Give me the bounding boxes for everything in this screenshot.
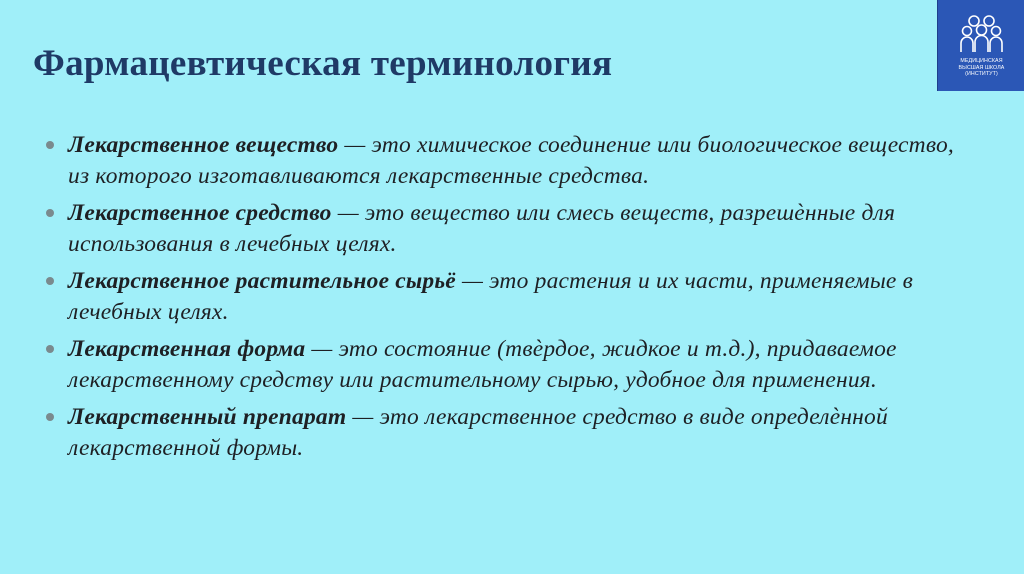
- term: Лекарственное растительное сырьё: [68, 268, 456, 294]
- bullet-icon: [46, 277, 54, 285]
- logo-caption: [938, 58, 1024, 78]
- definition: — это лекарственное средство в виде определѐнной лекарственной формы.: [68, 404, 888, 461]
- term: Лекарственная форма: [68, 336, 306, 362]
- bullet-icon: [46, 209, 54, 217]
- institution-logo: [937, 0, 1024, 91]
- list-item: [44, 130, 974, 192]
- logo-line-1: МЕДИЦИНСКАЯ: [960, 58, 1003, 64]
- list-item: [44, 334, 974, 396]
- definition: — это состояние (твѐрдое, жидкое и т.д.), придаваемое лекарственному средству или растительному сырью, удобное для применения.: [68, 336, 897, 393]
- term: Лекарственное средство: [68, 200, 332, 226]
- slide-title: Фармацевтическая терминология: [33, 43, 613, 84]
- logo-line-3: (ИНСТИТУТ): [965, 71, 998, 77]
- term: Лекарственное вещество: [68, 132, 339, 158]
- term: Лекарственный препарат: [68, 404, 347, 430]
- list-item: [44, 198, 974, 260]
- list-item: [44, 402, 974, 464]
- terms-list: [44, 130, 974, 470]
- people-group-icon: [938, 0, 1024, 60]
- bullet-icon: [46, 141, 54, 149]
- bullet-icon: [46, 345, 54, 353]
- bullet-icon: [46, 413, 54, 421]
- list-item: [44, 266, 974, 328]
- logo-line-2: ВЫСШАЯ ШКОЛА: [958, 64, 1005, 71]
- definition: — это вещество или смесь веществ, разрешѐнные для использования в лечебных целях.: [68, 200, 896, 257]
- definition: — это растения и их части, применяемые в лечебных целях.: [68, 268, 914, 325]
- definition: — это химическое соединение или биологическое вещество, из которого изготавливаются лекарственные средства.: [68, 132, 954, 189]
